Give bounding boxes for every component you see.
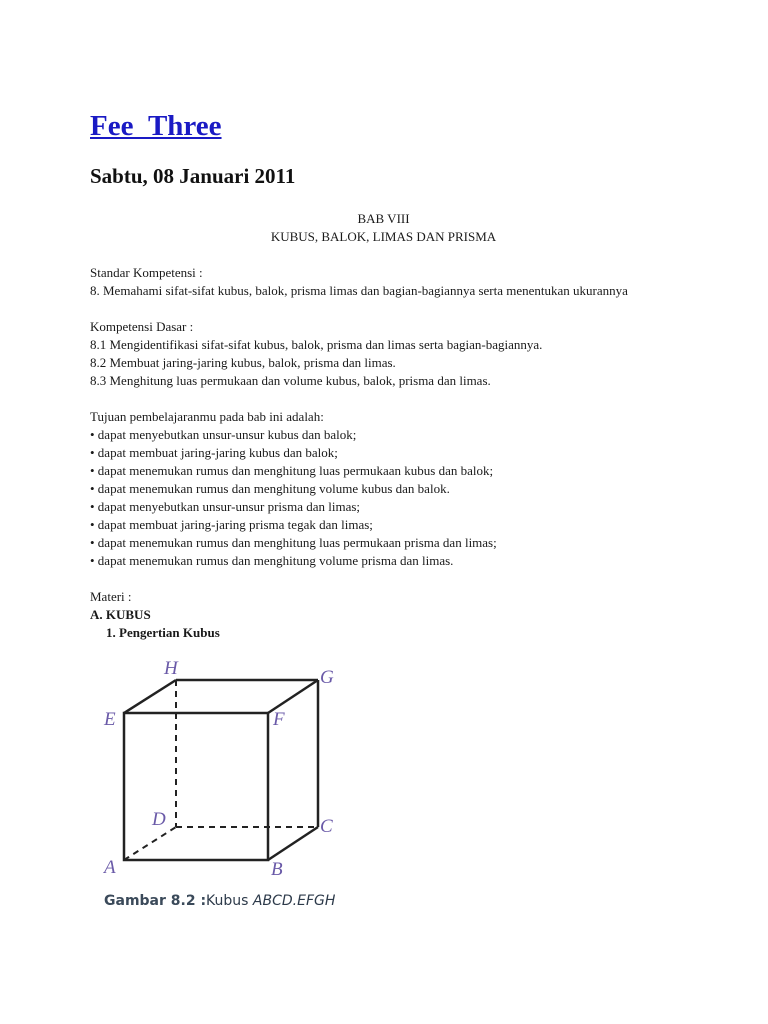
vertex-label: F: [273, 709, 285, 730]
vertex-label: H: [164, 658, 178, 679]
standar-text: 8. Memahami sifat-sifat kubus, balok, prisma limas dan bagian-bagiannya serta menentukan ukurannya: [90, 283, 628, 298]
tujuan-label: Tujuan pembelajaranmu pada bab ini adalah:: [90, 409, 324, 424]
section-heading: A. KUBUS: [90, 607, 151, 622]
chapter-title: KUBUS, BALOK, LIMAS DAN PRISMA: [270, 229, 497, 244]
tujuan-item: • dapat membuat jaring-jaring kubus dan balok;: [90, 445, 338, 460]
vertex-label: A: [104, 857, 116, 878]
caption-name: ABCD.EFGH: [252, 893, 336, 909]
cube-figure: [96, 655, 346, 920]
vertex-label: C: [320, 816, 333, 837]
post-date: Sabtu, 08 Januari 2011: [90, 164, 296, 188]
subsection-heading: 1. Pengertian Kubus: [106, 625, 220, 640]
vertex-label: E: [104, 709, 116, 730]
figure-caption: [104, 893, 335, 909]
materi-label: Materi :: [90, 589, 132, 604]
edge-eh: [124, 680, 176, 713]
vertex-label: B: [271, 859, 283, 880]
blog-title-link[interactable]: Fee_Three: [90, 110, 222, 142]
chapter-number: BAB VIII: [357, 211, 410, 226]
caption-text: Kubus: [206, 893, 253, 909]
caption-label: Gambar 8.2 :: [104, 893, 207, 909]
standar-label: Standar Kompetensi :: [90, 265, 203, 280]
edge-bc: [268, 827, 318, 860]
dasar-item: 8.2 Membuat jaring-jaring kubus, balok, prisma dan limas.: [90, 355, 396, 370]
edge-ad: [124, 827, 176, 860]
vertex-label: D: [152, 809, 166, 830]
tujuan-item: • dapat menyebutkan unsur-unsur prisma dan limas;: [90, 499, 361, 514]
tujuan-item: • dapat menemukan rumus dan menghitung luas permukaan kubus dan balok;: [90, 463, 494, 478]
vertex-label: G: [320, 667, 334, 688]
dasar-item: 8.1 Mengidentifikasi sifat-sifat kubus, balok, prisma dan limas serta bagian-bagiannya.: [90, 337, 543, 352]
front-face: [124, 713, 268, 860]
tujuan-item: • dapat menemukan rumus dan menghitung volume prisma dan limas.: [90, 553, 454, 568]
tujuan-item: • dapat menemukan rumus dan menghitung luas permukaan prisma dan limas;: [90, 535, 497, 550]
tujuan-item: • dapat menyebutkan unsur-unsur kubus dan balok;: [90, 427, 357, 442]
tujuan-item: • dapat menemukan rumus dan menghitung volume kubus dan balok.: [90, 481, 450, 496]
dasar-label: Kompetensi Dasar :: [90, 319, 194, 334]
dasar-item: 8.3 Menghitung luas permukaan dan volume kubus, balok, prisma dan limas.: [90, 373, 491, 388]
document-body: [90, 210, 677, 642]
tujuan-item: • dapat membuat jaring-jaring prisma tegak dan limas;: [90, 517, 373, 532]
